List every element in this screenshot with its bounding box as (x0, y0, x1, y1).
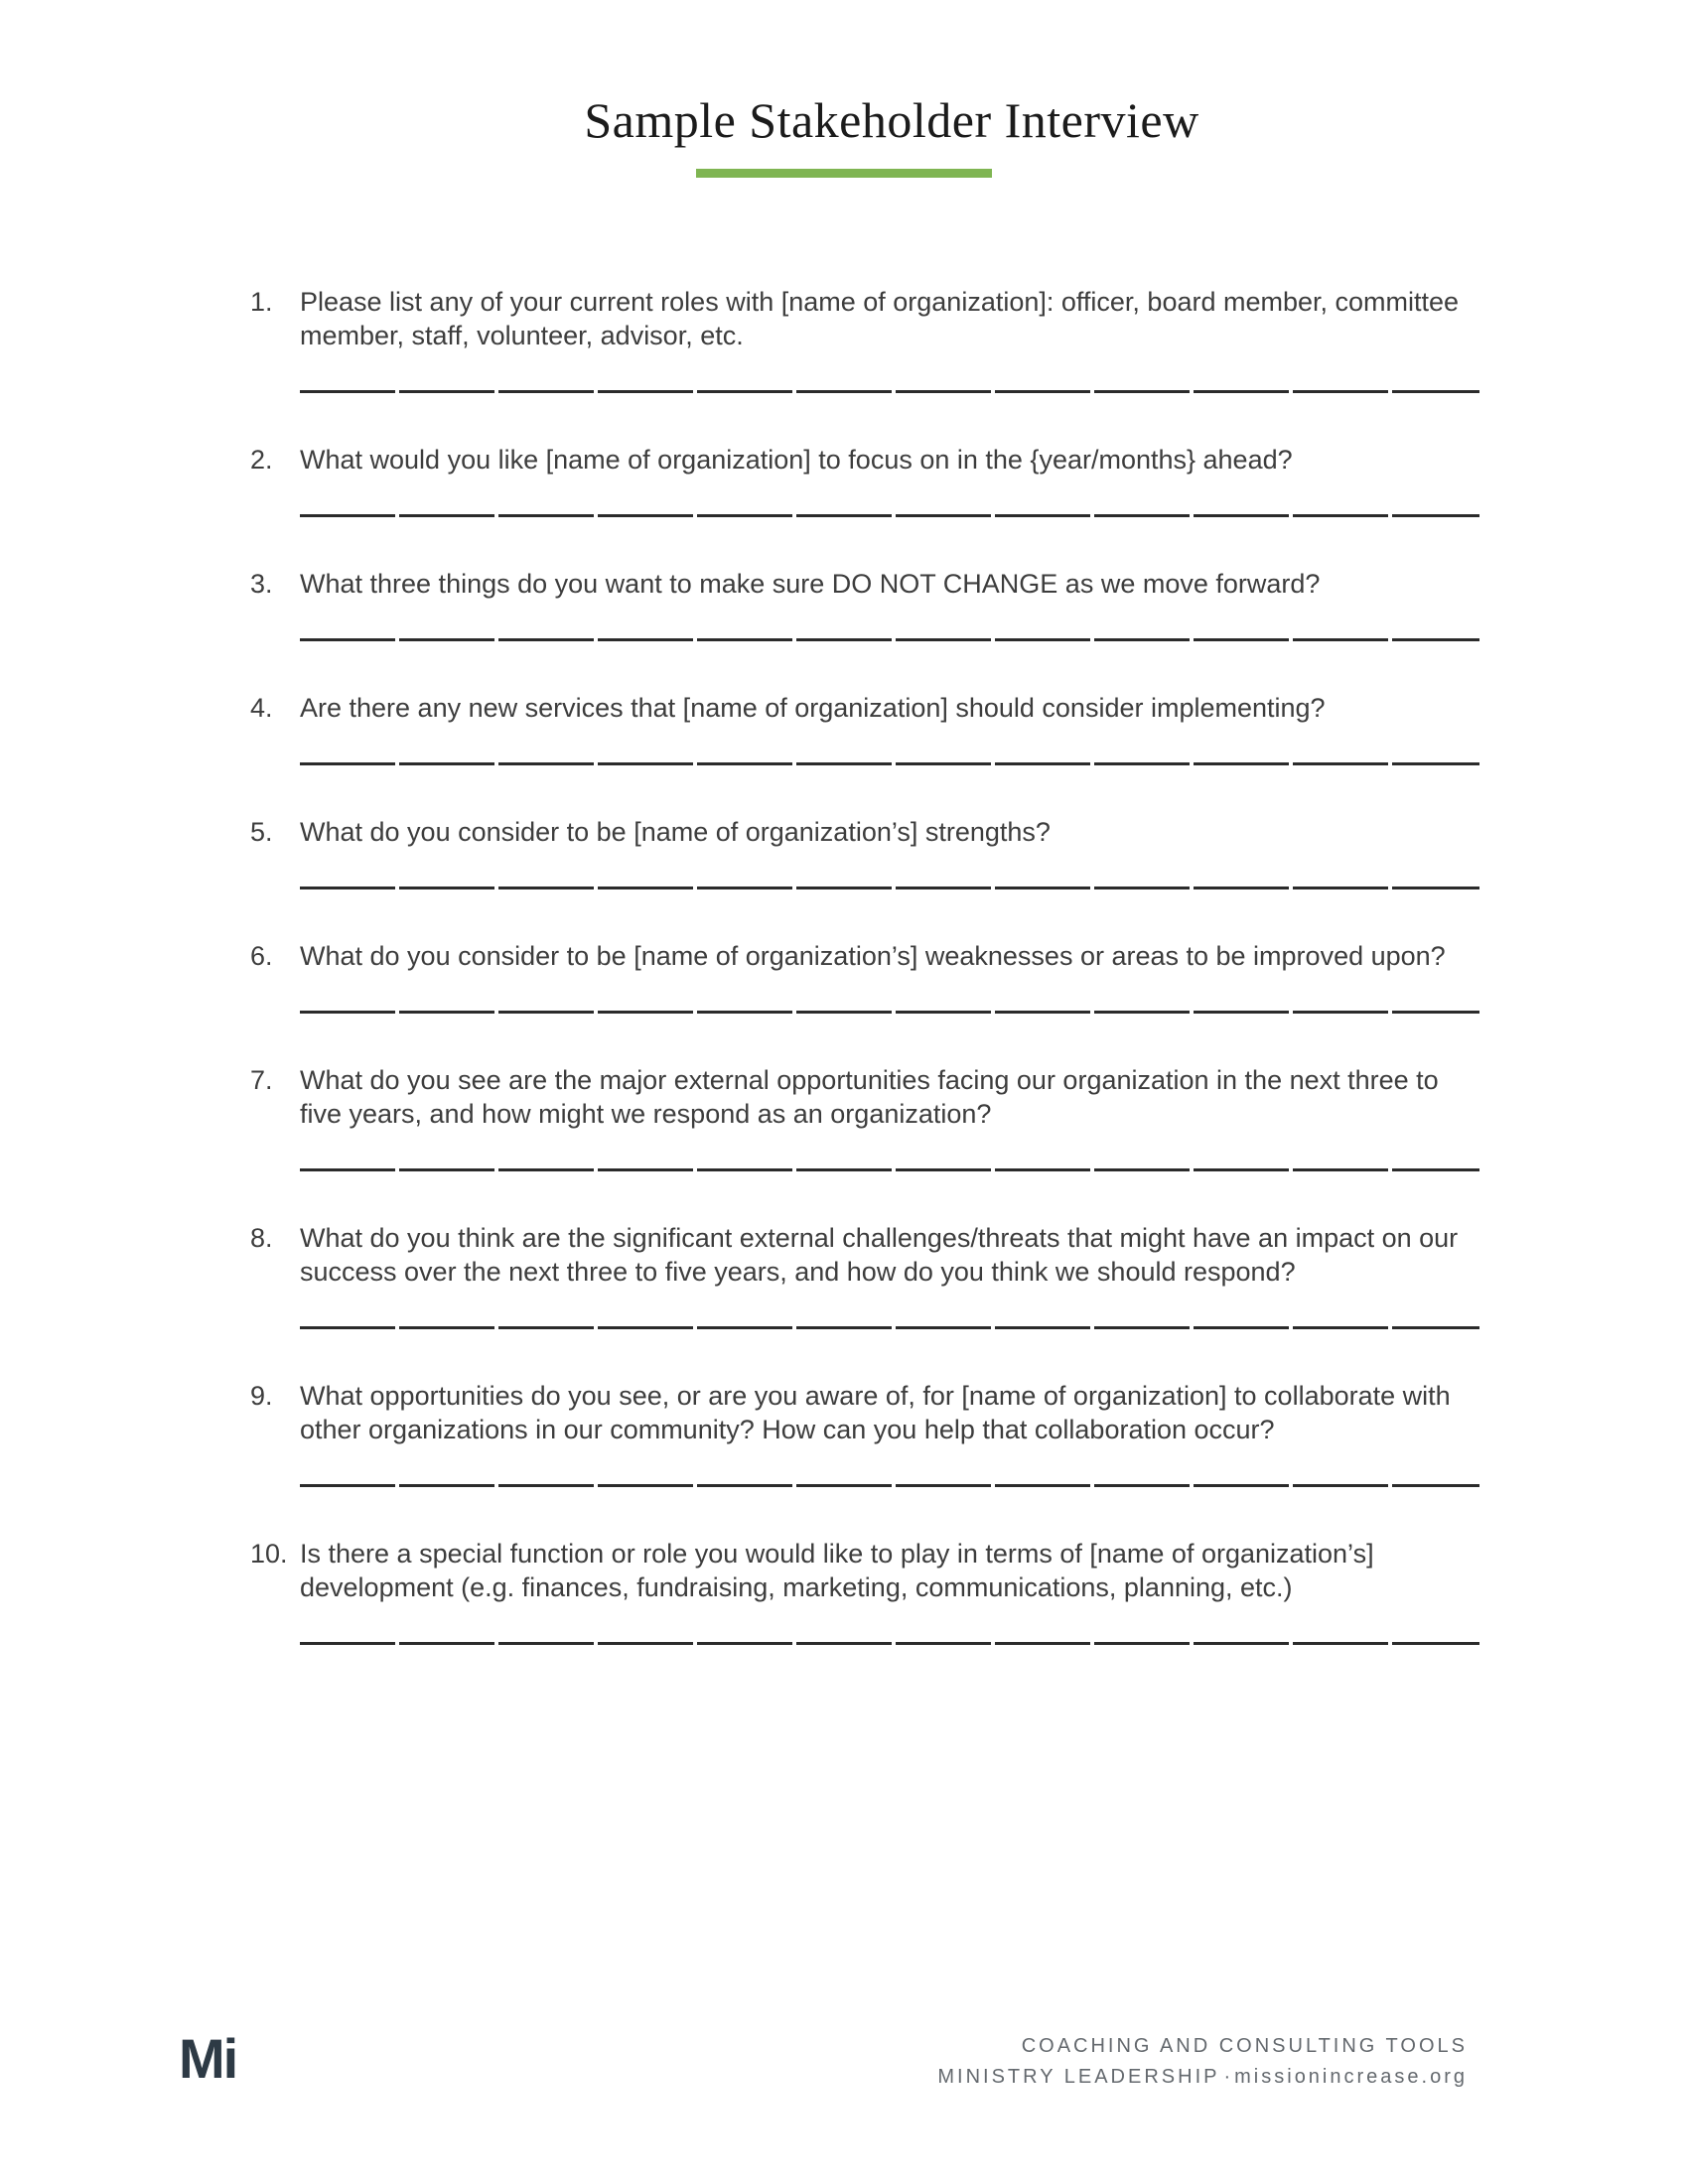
question-item-7 (250, 1063, 1479, 1171)
question-number: 6. (250, 941, 273, 971)
question-number: 7. (250, 1065, 273, 1095)
answer-blank-line (300, 390, 1479, 393)
question-number: 1. (250, 287, 273, 317)
answer-blank-line (300, 514, 1479, 517)
footer-separator-dot: · (1223, 2066, 1231, 2088)
question-text: What do you think are the significant external challenges/threats that might have an impact on our success over the next three to five years, and how do you think we should respond? (300, 1223, 1459, 1287)
question-item-4 (250, 691, 1479, 765)
question-item-6 (250, 939, 1479, 1014)
question-text: What opportunities do you see, or are you aware of, for [name of organization] to collaborate with other organizations in our community? How can you help that collaboration occur? (300, 1381, 1451, 1444)
question-number: 10. (250, 1539, 288, 1569)
page-title: Sample Stakeholder Interview (584, 92, 1199, 148)
question-text: What do you see are the major external opportunities facing our organization in the next three to five years, and how might we respond as an organization? (300, 1065, 1439, 1129)
answer-blank-line (300, 1326, 1479, 1329)
answer-blank-line (300, 1168, 1479, 1171)
footer-line-ministry (937, 2062, 1468, 2093)
footer-line-tools: COACHING AND CONSULTING TOOLS (1021, 2035, 1468, 2057)
question-text: What do you consider to be [name of organization’s] weaknesses or areas to be improved upon? (300, 941, 1446, 971)
question-number: 4. (250, 693, 273, 723)
question-item-9 (250, 1379, 1479, 1487)
question-text: Please list any of your current roles with [name of organization]: officer, board member, committee member, staff, volunteer, advisor, etc. (300, 287, 1460, 350)
question-number: 8. (250, 1223, 273, 1253)
question-item-3 (250, 567, 1479, 641)
question-list (250, 285, 1479, 1645)
mission-increase-logo: Mi (179, 2027, 237, 2090)
answer-blank-line (300, 762, 1479, 765)
answer-blank-line (300, 638, 1479, 641)
question-number: 2. (250, 445, 273, 475)
answer-blank-line (300, 887, 1479, 889)
question-text: What would you like [name of organization] to focus on in the {year/months} ahead? (300, 445, 1293, 475)
footer-website-url: missionincrease.org (1234, 2066, 1468, 2088)
answer-blank-line (300, 1642, 1479, 1645)
question-number: 3. (250, 569, 273, 599)
title-underline-rule (696, 169, 992, 178)
question-text: What three things do you want to make sure DO NOT CHANGE as we move forward? (300, 569, 1321, 599)
footer-text-block (937, 2031, 1468, 2093)
question-text: Is there a special function or role you would like to play in terms of [name of organization’s] development (e.g. finances, fundraising, marketing, communications, planning, etc.) (300, 1539, 1374, 1602)
question-text: What do you consider to be [name of organization’s] strengths? (300, 817, 1051, 847)
question-item-10 (250, 1537, 1479, 1645)
question-item-2 (250, 443, 1479, 517)
question-text: Are there any new services that [name of organization] should consider implementing? (300, 693, 1326, 723)
question-item-1 (250, 285, 1479, 393)
question-item-5 (250, 815, 1479, 889)
footer-ministry-leadership: MINISTRY LEADERSHIP (937, 2066, 1220, 2088)
question-number: 5. (250, 817, 273, 847)
answer-blank-line (300, 1484, 1479, 1487)
question-item-8 (250, 1221, 1479, 1329)
question-number: 9. (250, 1381, 273, 1411)
answer-blank-line (300, 1011, 1479, 1014)
page-footer (179, 2027, 1468, 2093)
